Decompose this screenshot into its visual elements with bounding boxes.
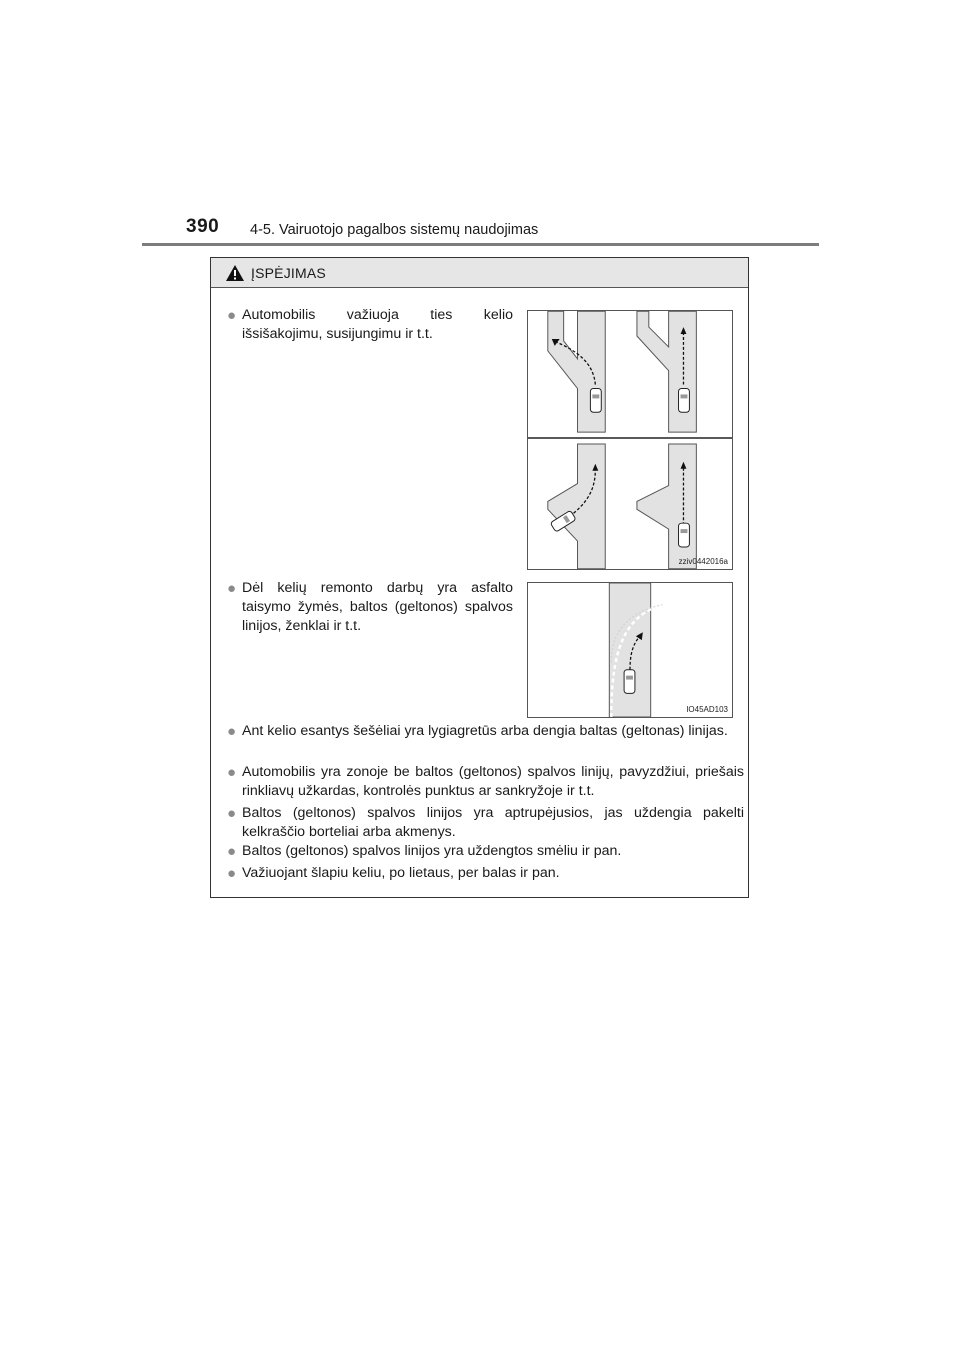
figure-road-fork-merge (527, 310, 733, 570)
warning-item-shadows (227, 722, 744, 741)
bullet-icon: ● (227, 865, 237, 882)
warning-item-text: Automobilis važiuoja ties kelio išsišakojimu, susijungimu ir t.t. (242, 307, 513, 342)
bullet-icon: ● (227, 580, 237, 597)
warning-header (211, 258, 748, 288)
warning-item-text: Baltos (geltonos) spalvos linijos yra aptrupėjusios, jas uždengia pakelti kelkraščio borteliai arba akmenys. (242, 805, 744, 840)
bullet-icon: ● (227, 805, 237, 822)
warning-item-text: Ant kelio esantys šešėliai yra lygiagretūs arba dengia baltas (geltonas) linijas. (242, 723, 728, 739)
repair-markings-illustration (528, 583, 732, 717)
bullet-icon: ● (227, 307, 237, 324)
warning-triangle-icon (225, 264, 245, 282)
bullet-icon: ● (227, 764, 237, 781)
warning-label: ĮSPĖJIMAS (251, 264, 326, 281)
bullet-icon: ● (227, 843, 237, 860)
warning-item-text: Dėl kelių remonto darbų yra asfalto taisymo žymės, baltos (geltonos) spalvos linijos, ženklai ir t.t. (242, 580, 513, 634)
figure-repair-markings (527, 582, 733, 718)
page-number: 390 (186, 216, 220, 237)
warning-item-road-repairs (227, 579, 513, 636)
figure-code: IO45AD103 (686, 705, 728, 714)
warning-item-text: Baltos (geltonos) spalvos linijos yra uždengtos smėliu ir pan. (242, 843, 622, 859)
figure-code: zziv0442016a (678, 557, 728, 566)
header-rule (142, 243, 819, 246)
warning-item-fork (227, 306, 513, 344)
warning-item-text: Automobilis yra zonoje be baltos (geltonos) spalvos linijų, pavyzdžiui, priešais rinkliavų užkardas, kontrolės punktus ar sankryžoje ir t.t. (242, 764, 744, 799)
warning-item-text: Važiuojant šlapiu keliu, po lietaus, per balas ir pan. (242, 865, 560, 881)
warning-item-worn-lines (227, 804, 744, 842)
warning-item-no-lines (227, 763, 744, 801)
warning-item-sand (227, 842, 744, 861)
warning-box (210, 257, 749, 898)
warning-item-wet-road (227, 864, 744, 883)
section-title: 4-5. Vairuotojo pagalbos sistemų naudojimas (250, 222, 539, 238)
road-fork-merge-illustration (528, 311, 732, 569)
bullet-icon: ● (227, 723, 237, 740)
